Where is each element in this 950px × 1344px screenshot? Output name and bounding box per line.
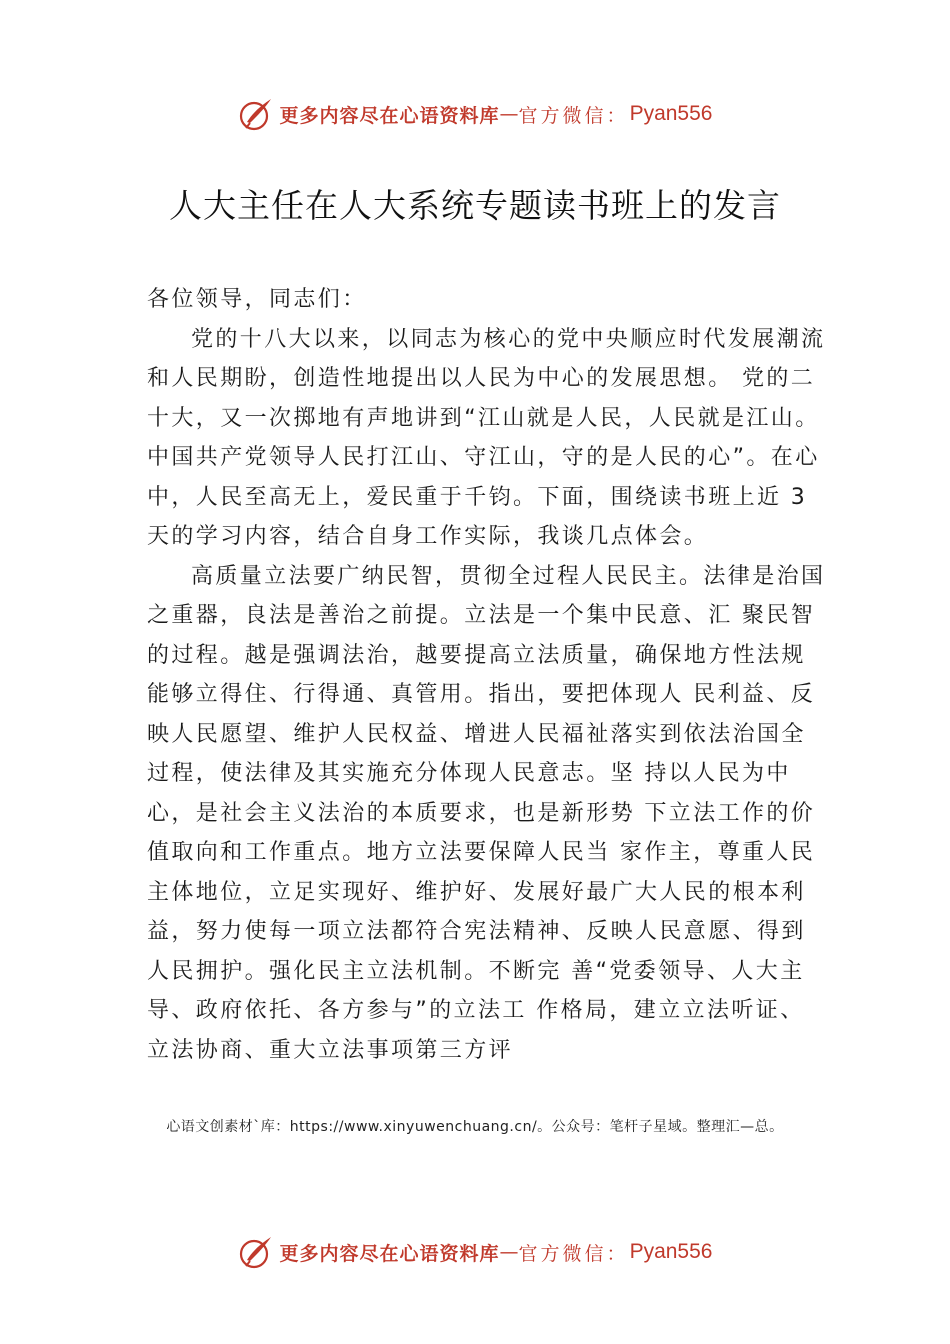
banner-main-text: 更多内容尽在心语资料库 [279, 104, 500, 127]
banner-separator: — [499, 1241, 519, 1263]
document-body [147, 280, 827, 1070]
banner-official-label: 官方微信 [518, 1242, 607, 1265]
paragraph: 党的十八大以来，以同志为核心的党中央顺应时代发展潮流和人民期盼，创造性地提出以人民为中心的发展思想。 党的二十大，又一次掷地有声地讲到“江山就是人民，人民就是江山。中国共产党领导人民打江山、守江山，守的是人民的心”。在心中，人民至高无上，爱民重于千钧。下面，围绕读书班上近 3 天的学习内容，结合自身工作实际，我谈几点体会。 [147, 326, 826, 549]
banner-main-text: 更多内容尽在心语资料库 [279, 1242, 500, 1265]
document-title: 人大主任在人大系统专题读书班上的发言 [169, 186, 781, 225]
paragraph: 高质量立法要广纳民智，贯彻全过程人民民主。法律是治国之重器，良法是善治之前提。立法是一个集中民意、汇 聚民智的过程。越是强调法治，越要提高立法质量，确保地方性法规能够立得住、行得通、真管用。指出，要把体现人 民利益、反映人民愿望、维护人民权益、增进人民福祉落实到依法治国全过程，使法律及其实施充分体现人民意志。坚 持以人民为中心，是社会主义法治的本质要求，也是新形势 下立法工作的价值取向和工作重点。地方立法要保障人民当 家作主，尊重人民主体地位，立足实现好、维护好、发展好最广大人民的根本利益，努力使每一项立法都符合宪法精神、反映人民意愿、得到人民拥护。强化民主立法机制。不断完 善“党委领导、人大主导、政府依托、各方参与”的立法工 作格局，建立立法听证、立法协商、重大立法事项第三方评 [147, 563, 826, 1063]
footer-banner [0, 1232, 950, 1272]
quill-logo-icon [238, 1234, 274, 1270]
header-banner [0, 94, 950, 134]
banner-wechat-id: Pyan556 [629, 102, 713, 125]
source-footnote: 心语文创素材`库：https://www.xinyuwenchuang.cn/。公众号：笔杆子星域。整理汇—总。 [166, 1119, 784, 1135]
banner-official-label: 官方微信 [518, 104, 607, 127]
banner-colon: ： [606, 104, 626, 127]
banner-colon: ： [606, 1242, 626, 1265]
banner-wechat-id: Pyan556 [629, 1240, 713, 1263]
banner-separator: — [499, 103, 519, 125]
quill-logo-icon [238, 96, 274, 132]
salutation: 各位领导，同志们： [147, 287, 367, 312]
